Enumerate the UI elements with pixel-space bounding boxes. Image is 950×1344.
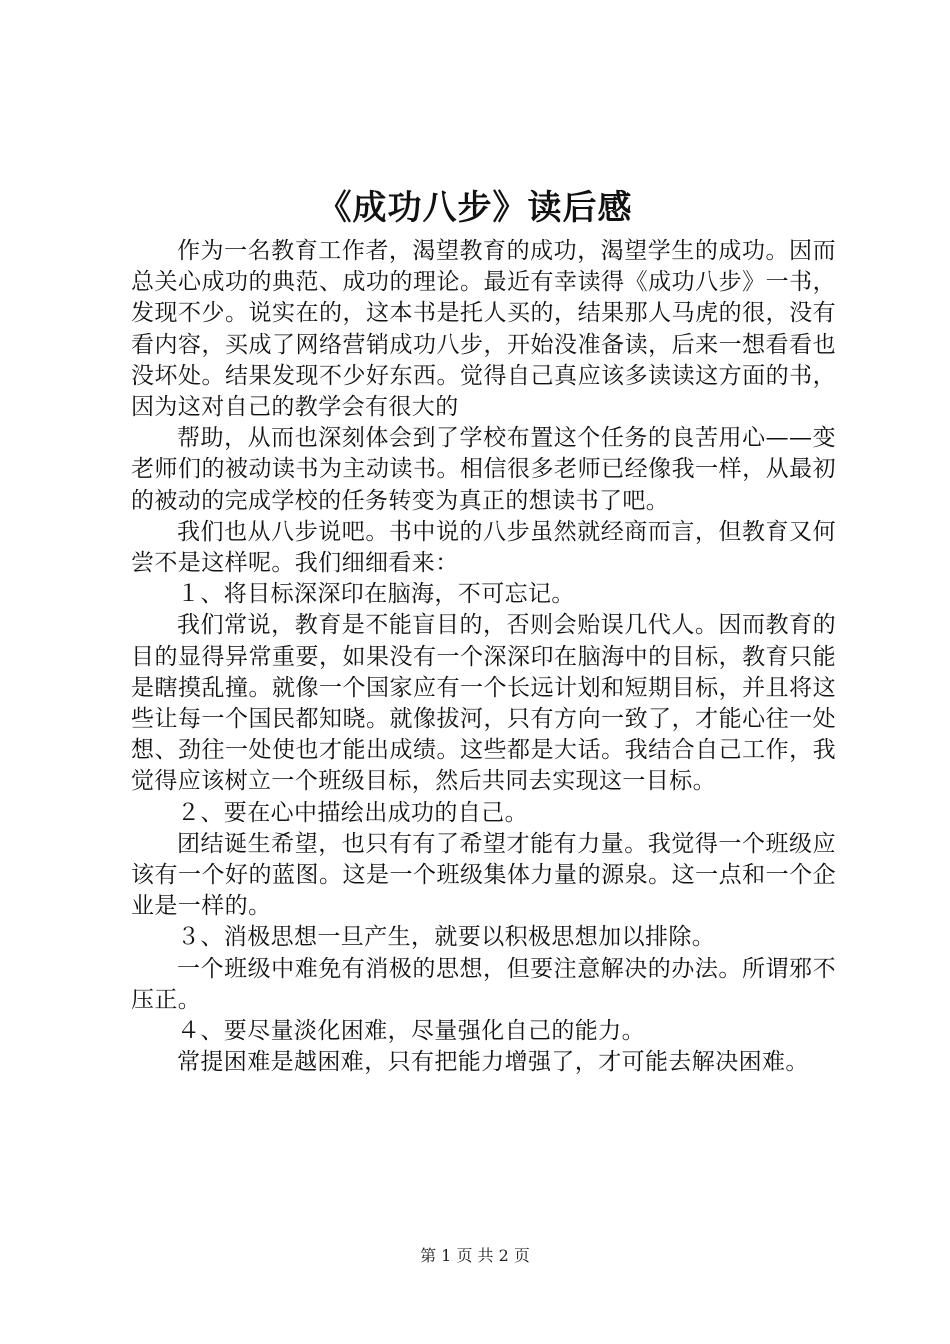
paragraph-step-2: 团结诞生希望，也只有有了希望才能有力量。我觉得一个班级应该有一个好的蓝图。这是一个班级集体力量的源泉。这一点和一个企业是一样的。 <box>131 830 836 920</box>
paragraph-step-3: 一个班级中难免有消极的思想，但要注意解决的办法。所谓邪不压正。 <box>131 955 836 1013</box>
step-heading-2: ２、要在心中描绘出成功的自己。 <box>177 799 528 826</box>
page-footer: 第 1 页 共 2 页 <box>420 1246 530 1265</box>
paragraph-step-1: 我们常说，教育是不能盲目的，否则会贻误几代人。因而教育的目的显得异常重要，如果没有一个深深印在脑海中的目标，教育只能是瞎摸乱撞。就像一个国家应有一个长远计划和短期目标，并且将这些让每一个国民都知晓。就像拔河，只有方向一致了，才能心往一处想、劲往一处使也才能出成绩。这些都是大话。我结合自己工作，我觉得应该树立一个班级目标，然后共同去实现这一目标。 <box>131 612 836 795</box>
paragraph-eight-steps: 我们也从八步说吧。书中说的八步虽然就经商而言，但教育又何尝不是这样呢。我们细细看来： <box>131 518 836 577</box>
paragraph-help: 帮助，从而也深刻体会到了学校布置这个任务的良苦用心——变老师们的被动读书为主动读书。相信很多老师已经像我一样，从最初的被动的完成学校的任务转变为真正的想读书了吧。 <box>131 425 836 514</box>
document-body <box>131 236 836 1078</box>
document-title: 《成功八步》读后感 <box>317 188 633 228</box>
paragraph-intro: 作为一名教育工作者，渴望教育的成功，渴望学生的成功。因而总关心成功的典范、成功的理论。最近有幸读得《成功八步》一书，发现不少。说实在的，这本书是托人买的，结果那人马虎的很，没有看内容，买成了网络营销成功八步，开始没准备读，后来一想看看也没坏处。结果发现不少好东西。觉得自己真应该多读读这方面的书，因为这对自己的教学会有很大的 <box>131 238 836 421</box>
step-heading-3: ３、消极思想一旦产生，就要以积极思想加以排除。 <box>177 924 716 951</box>
step-heading-4: ４、要尽量淡化困难，尽量强化自己的能力。 <box>177 1018 645 1045</box>
paragraph-step-4: 常提困难是越困难，只有把能力增强了，才可能去解决困难。 <box>177 1049 809 1076</box>
step-heading-1: １、将目标深深印在脑海，不可忘记。 <box>177 581 575 608</box>
